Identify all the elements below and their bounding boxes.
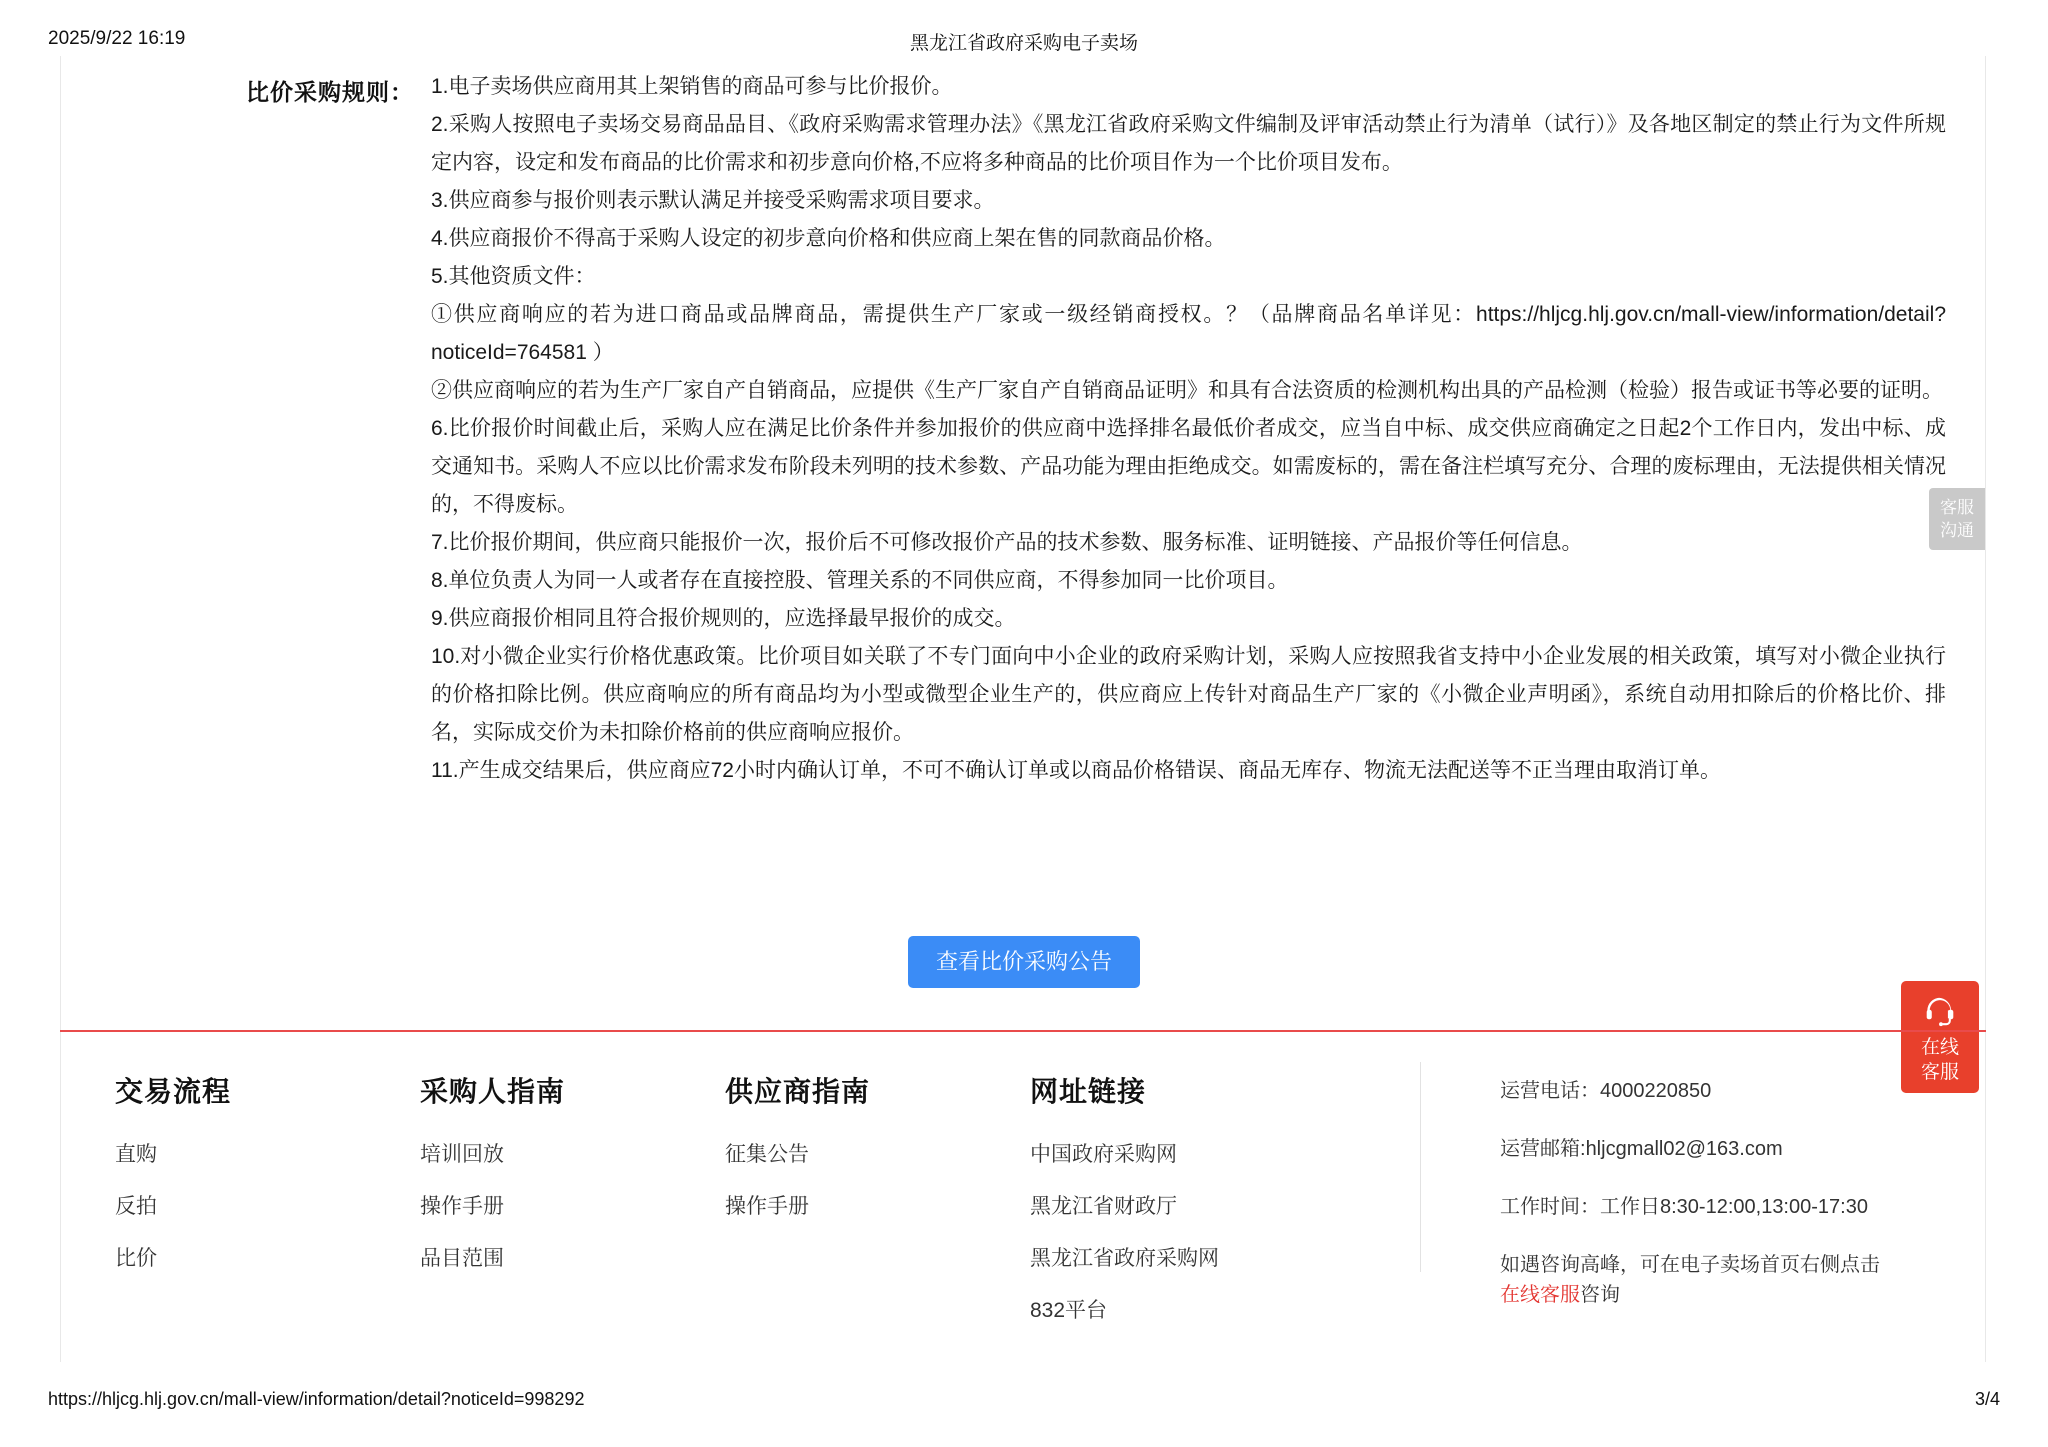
contact-notice-suffix: 咨询 (1580, 1284, 1620, 1306)
contact-phone-label: 运营电话： (1500, 1080, 1600, 1102)
rule-item: 3.供应商参与报价则表示默认满足并接受采购需求项目要求。 (431, 189, 995, 212)
print-header-title: 黑龙江省政府采购电子卖场 (909, 33, 1138, 54)
footer-link-training-replay[interactable]: 培训回放 (420, 1143, 504, 1166)
cta-row (61, 936, 1987, 988)
online-service-line2: 客服 (1920, 1062, 1959, 1083)
footer-link-columns (115, 1070, 1415, 1346)
contact-phone-value: 4000220850 (1600, 1080, 1712, 1102)
footer-column-title: 网址链接 (1030, 1076, 1147, 1107)
print-footer-page-number: 3/4 (1974, 1389, 2000, 1409)
footer-column-transaction-flow (115, 1070, 420, 1346)
contact-hours-line: 工作时间：工作日8:30-12:00,13:00-17:30 (1500, 1196, 1868, 1218)
footer-link-category-scope[interactable]: 品目范围 (420, 1247, 504, 1270)
rule-item: 9.供应商报价相同且符合报价规则的，应选择最早报价的成交。 (431, 607, 1016, 630)
footer-column-title: 供应商指南 (725, 1076, 871, 1107)
rule-item: 11.产生成交结果后，供应商应72小时内确认订单，不可不确认订单或以商品价格错误、商品无库存、物流无法配送等不正当理由取消订单。 (431, 759, 1721, 782)
footer-link-bijia[interactable]: 比价 (115, 1247, 157, 1270)
rule-item: 1.电子卖场供应商用其上架销售的商品可参与比价报价。 (431, 75, 953, 98)
contact-notice-highlight[interactable]: 在线客服 (1500, 1284, 1580, 1306)
view-bidding-announcement-button[interactable]: 查看比价采购公告 (908, 936, 1140, 988)
contact-phone-line (1500, 1076, 1970, 1106)
rule-item: 7.比价报价期间，供应商只能报价一次，报价后不可修改报价产品的技术参数、服务标准、证明链接、产品报价等任何信息。 (431, 531, 1583, 554)
contact-email-value: hljcgmall02@163.com (1585, 1138, 1783, 1160)
footer-link-fanpai[interactable]: 反拍 (115, 1195, 157, 1218)
print-header-date: 2025/9/22 16:19 (48, 28, 186, 49)
rule-item: 8.单位负责人为同一人或者存在直接控股、管理关系的不同供应商，不得参加同一比价项目。 (431, 569, 1289, 592)
footer-link-supplier-manual[interactable]: 操作手册 (725, 1195, 809, 1218)
customer-service-tab-line2: 沟通 (1940, 521, 1974, 540)
rules-title: 比价采购规则： (246, 79, 414, 105)
footer-column-website-links (1030, 1070, 1335, 1346)
rule-item: 5.其他资质文件： (431, 265, 596, 288)
rule-item: 2.采购人按照电子卖场交易商品品目、《政府采购需求管理办法》《黑龙江省政府采购文件编制及评审活动禁止行为清单（试行）》及各地区制定的禁止行为文件所规定内容，设定和发布商品的比价需求和初步意向价格,不应将多种商品的比价项目作为一个比价项目发布。 (431, 113, 1946, 174)
footer-column-title: 交易流程 (115, 1076, 232, 1107)
footer-link-832-platform[interactable]: 832平台 (1030, 1299, 1108, 1322)
rule-item: ①供应商响应的若为进口商品或品牌商品，需提供生产厂家或一级经销商授权。？（品牌商品名单详见：https://hljcg.hlj.gov.cn/mall-view/information/detail?noticeId=764581 ） (431, 303, 1946, 364)
footer-divider (60, 1030, 1986, 1032)
footer-column-title: 采购人指南 (420, 1076, 566, 1107)
footer-link-solicitation-notice[interactable]: 征集公告 (725, 1143, 809, 1166)
online-service-line1: 在线 (1920, 1037, 1959, 1058)
print-footer-url: https://hljcg.hlj.gov.cn/mall-view/information/detail?noticeId=998292 (48, 1389, 585, 1409)
rule-item: 6.比价报价时间截止后，采购人应在满足比价条件并参加报价的供应商中选择排名最低价者成交，应当自中标、成交供应商确定之日起2个工作日内，发出中标、成交通知书。采购人不应以比价需求发布阶段未列明的技术参数、产品功能为理由拒绝成交。如需废标的，需在备注栏填写充分、合理的废标理由，无法提供相关情况的，不得废标。 (431, 417, 1946, 516)
print-header (0, 28, 2048, 52)
footer-link-hlj-finance[interactable]: 黑龙江省财政厅 (1030, 1195, 1177, 1218)
headset-icon (1921, 993, 1959, 1031)
contact-email-label: 运营邮箱: (1500, 1138, 1586, 1160)
contact-notice-prefix: 如遇咨询高峰，可在电子卖场首页右侧点击 (1500, 1254, 1880, 1276)
customer-service-tab-line1: 客服 (1940, 498, 1974, 517)
contact-email-line (1500, 1134, 1970, 1164)
contact-notice-line (1500, 1250, 1970, 1310)
footer-link-hlj-procurement[interactable]: 黑龙江省政府采购网 (1030, 1247, 1219, 1270)
site-footer (60, 1040, 1986, 1320)
footer-contact-info (1500, 1076, 1970, 1310)
footer-link-buyer-manual[interactable]: 操作手册 (420, 1195, 504, 1218)
rule-item: ②供应商响应的若为生产厂家自产自销商品，应提供《生产厂家自产自销商品证明》和具有合法资质的检测机构出具的产品检测（检验）报告或证书等必要的证明。 (431, 379, 1943, 402)
rules-body (431, 68, 1946, 790)
footer-link-ccgp[interactable]: 中国政府采购网 (1030, 1143, 1177, 1166)
print-footer (0, 1389, 2048, 1413)
rule-item: 10.对小微企业实行价格优惠政策。比价项目如关联了不专门面向中小企业的政府采购计划，采购人应按照我省支持中小企业发展的相关政策，填写对小微企业执行的价格扣除比例。供应商响应的所有商品均为小型或微型企业生产的，供应商应上传针对商品生产厂家的《小微企业声明函》，系统自动用扣除后的价格比价、排名，实际成交价为未扣除价格前的供应商响应报价。 (431, 645, 1946, 744)
customer-service-tab[interactable] (1929, 488, 1985, 550)
footer-link-zhigou[interactable]: 直购 (115, 1143, 157, 1166)
footer-column-buyer-guide (420, 1070, 725, 1346)
footer-vertical-divider (1420, 1062, 1421, 1272)
rule-item: 4.供应商报价不得高于采购人设定的初步意向价格和供应商上架在售的同款商品价格。 (431, 227, 1226, 250)
footer-column-supplier-guide (725, 1070, 1030, 1346)
